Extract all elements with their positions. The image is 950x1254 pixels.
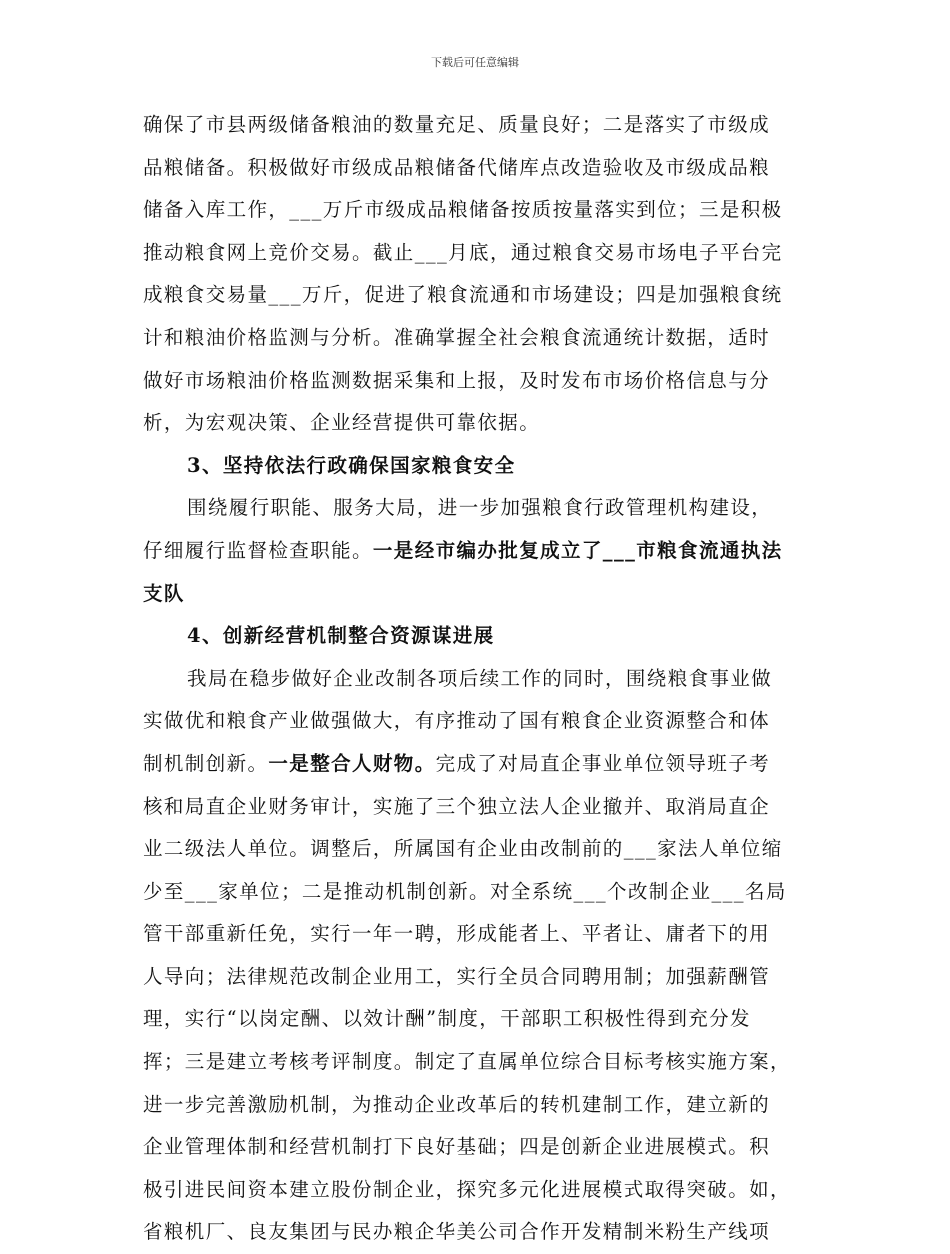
text-line: 实做优和粮食产业做强做大，有序推动了国有粮食企业资源整合和体 — [143, 709, 771, 733]
section-heading: 3、坚持依法行政确保国家粮食安全 — [187, 453, 516, 477]
page-header: 下载后可任意编辑 — [431, 56, 519, 69]
text-line: 支队 — [143, 581, 185, 605]
text-line: 人导向；法律规范改制企业用工，实行全员合同聘用制；加强薪酬管 — [143, 964, 771, 988]
text-line: 进一步完善激励机制，为推动企业改革后的转机建制工作，建立新的 — [143, 1092, 771, 1116]
text-line: 成粮食交易量___万斤，促进了粮食流通和市场建设；四是加强粮食统 — [143, 283, 783, 307]
text-span: 仔细履行监督检查职能。 — [143, 538, 373, 562]
text-line: 储备入库工作，___万斤市级成品粮储备按质按量落实到位；三是积极 — [143, 198, 783, 222]
text-line: 确保了市县两级储备粮油的数量充足、质量良好；二是落实了市级成 — [143, 113, 771, 136]
text-line: 品粮储备。积极做好市级成品粮储备代储库点改造验收及市级成品粮 — [143, 155, 771, 179]
section-heading: 4、创新经营机制整合资源谋进展 — [187, 624, 495, 648]
text-line: 挥；三是建立考核考评制度。制定了直属单位综合目标考核实施方案， — [143, 1050, 791, 1074]
text-line: 业二级法人单位。调整后，所属国有企业由改制前的___家法人单位缩 — [143, 837, 783, 861]
text-line: 计和粮油价格监测与分析。准确掌握全社会粮食流通统计数据，适时 — [143, 325, 771, 349]
text-line: 析，为宏观决策、企业经营提供可靠依据。 — [143, 411, 541, 435]
text-line: 企业管理体制和经营机制打下良好基础；四是创新企业进展模式。积 — [143, 1135, 771, 1159]
text-line: 少至___家单位；二是推动机制创新。对全系统___个改制企业___名局 — [143, 879, 787, 903]
text-line: 我局在稳步做好企业改制各项后续工作的同时，围绕粮食事业做 — [187, 666, 773, 690]
text-line: 极引进民间资本建立股份制企业，探究多元化进展模式取得突破。如， — [143, 1177, 791, 1201]
text-line: 做好市场粮油价格监测数据采集和上报，及时发布市场价格信息与分 — [143, 368, 771, 392]
text-line — [143, 530, 811, 573]
text-line: 省粮机厂、良友集团与民办粮企华美公司合作开发精制米粉生产线项 — [143, 1220, 771, 1244]
text-line: 管干部重新任免，实行一年一聘，形成能者上、平者让、庸者下的用 — [143, 922, 771, 946]
text-line: 理，实行“以岗定酬、以效计酬”制度，干部职工积极性得到充分发 — [143, 1007, 751, 1031]
text-line: 核和局直企业财务审计，实施了三个独立法人企业撤并、取消局直企 — [143, 794, 771, 818]
text-line: 推动粮食网上竞价交易。截止___月底，通过粮食交易市场电子平台完 — [143, 240, 783, 264]
text-span: 制机制创新。 — [143, 751, 269, 775]
text-line: 围绕履行职能、服务大局，进一步加强粮食行政管理机构建设， — [187, 496, 773, 520]
bold-text-span: 一是整合人财物。 — [268, 751, 436, 775]
bold-text-span: 一是经市编办批复成立了___市粮食流通执法 — [372, 538, 783, 562]
text-line — [143, 743, 811, 786]
document-body — [143, 104, 811, 1254]
text-span: 完成了对局直企事业单位领导班子考 — [435, 751, 771, 775]
